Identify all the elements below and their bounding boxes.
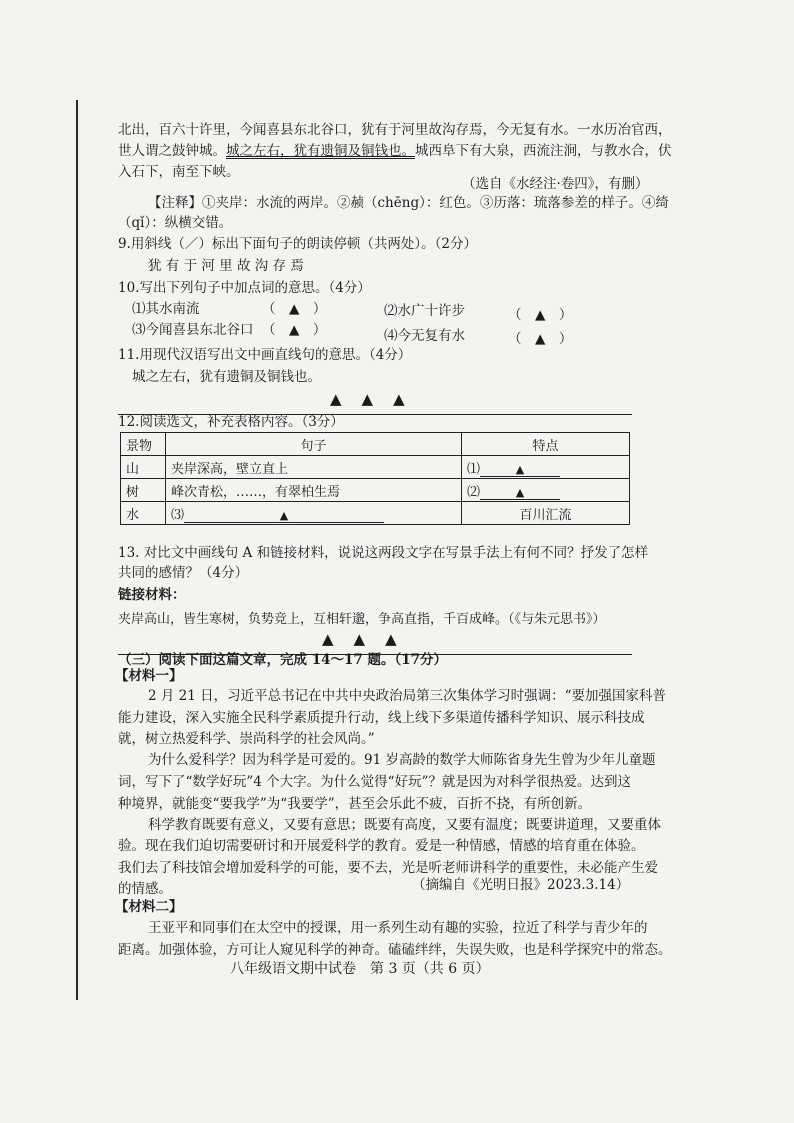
paragraph-line: 距离。加强体验，方可让人窥见科学的神奇。磕磕绊绊，失误失败，也是科学探究中的常态。 xyxy=(118,942,672,958)
question-10: 10.写出下列句子中加点词的意思。（4分） xyxy=(118,280,371,296)
question-11: 11.用现代汉语写出文中画直线句的意思。（4分） xyxy=(118,347,412,363)
blank-number: ⑶ xyxy=(171,507,185,523)
material-1-label: 【材料一】 xyxy=(115,668,183,684)
question-9: 9.用斜线（／）标出下面句子的朗读停顿（共两处）。（2分） xyxy=(118,236,477,252)
cell-sentence: 夹岸深高，壁立直上 xyxy=(166,456,462,479)
blank-number: ⑵ xyxy=(467,484,481,500)
passage-line-1: 北出，百六十许里，今闻喜县东北谷口，犹有于河里故沟存焉，今无复有水。一水历冶官西， xyxy=(118,122,672,138)
underlined-sentence: 城之左右，犹有遗铜及铜钱也。 xyxy=(226,143,415,159)
section-3-title: （三）阅读下面这篇文章，完成 14～17 题。（17分） xyxy=(118,652,448,668)
passage-text: 世人谓之鼓钟城。 xyxy=(118,143,226,159)
page-footer: 八年级语文期中试卷 第 3 页（共 6 页） xyxy=(230,961,490,977)
question-12: 12.阅读选文，补充表格内容。（3分） xyxy=(118,414,344,430)
q12-table xyxy=(120,432,630,525)
paragraph-line: 验。现在我们迫切需要研讨和开展爱科学的教育。爱是一种情感，情感的培育重在体验。 xyxy=(118,838,645,854)
q10-item-2: ⑵水广十许步 xyxy=(384,303,465,319)
paragraph-line: 词，写下了“数学好玩”4 个大字。为什么觉得“好玩”？就是因为对科学很热爱。达到这 xyxy=(118,774,631,790)
cell-scene: 树 xyxy=(121,479,166,502)
cell-feature: 百川汇流 xyxy=(462,502,630,525)
material-1-source: （摘编自《光明日报》2023.3.14） xyxy=(412,877,630,893)
note-line-1: 【注释】①夹岸：水流的两岸。②赪（chēng）：红色。③历落：琉落参差的样子。④绮 xyxy=(148,195,669,211)
paragraph-line: 的情感。 xyxy=(118,881,172,897)
paragraph-line: 为什么爱科学？因为科学是可爱的。91 岁高龄的数学大师陈省身先生曾为少年儿童题 xyxy=(148,752,656,768)
cell-feature[interactable] xyxy=(462,456,630,479)
answer-blank[interactable]: ▲ xyxy=(184,509,384,523)
q10-answer-3[interactable]: （ ▲ ） xyxy=(262,322,327,338)
paragraph-line: 科学教育既要有意义，又要有意思；既要有高度，又要有温度；既要讲道理，又要重体 xyxy=(148,817,661,833)
table-header-row xyxy=(121,433,630,456)
paragraph-line: 2 月 21 日，习近平总书记在中共中央政治局第三次集体学习时强调：“要加强国家科普 xyxy=(148,688,667,704)
header-sentence: 句子 xyxy=(166,433,462,456)
answer-blank[interactable]: ▲ xyxy=(480,486,560,500)
question-13-line-1: 13. 对比文中画线句 A 和链接材料，说说这两段文字在写景手法上有何不同？抒发了怎样 xyxy=(118,545,649,561)
paragraph-line: 能力建设，深入实施全民科学素质提升行动，线上线下多渠道传播科学知识、展示科技成 xyxy=(118,710,645,726)
q10-answer-4[interactable]: （ ▲ ） xyxy=(508,331,573,347)
paragraph-line: 就，树立热爱科学、崇尚科学的社会风尚。” xyxy=(118,731,375,747)
paragraph-line: 种境界，就能变“要我学”为“我要学”，甚至会乐此不疲，百折不挠，有所创新。 xyxy=(118,796,592,812)
paragraph-line: 王亚平和同事们在太空中的授课，用一系列生动有趣的实验，拉近了科学与青少年的 xyxy=(148,920,648,936)
q10-item-3: ⑶今闻喜县东北谷口 xyxy=(132,322,254,338)
table-row xyxy=(121,456,630,479)
paragraph-line: 我们去了科技馆会增加爱科学的可能，要不去，光是听老师讲科学的重要性，未必能产生爱 xyxy=(118,860,658,876)
answer-area-marker[interactable]: ▲▲▲ xyxy=(322,630,417,648)
table-row xyxy=(121,479,630,502)
header-scene: 景物 xyxy=(121,433,166,456)
passage-line-2 xyxy=(118,141,672,161)
q10-item-1: ⑴其水南流 xyxy=(132,301,200,317)
note-line-2: （qǐ）：纵横交错。 xyxy=(118,215,233,231)
blank-number: ⑴ xyxy=(467,461,481,477)
cell-feature[interactable] xyxy=(462,479,630,502)
q10-item-4: ⑷今无复有水 xyxy=(384,328,465,344)
cell-sentence[interactable] xyxy=(166,502,462,525)
passage-text: 城西阜下有大泉，西流注涧，与教水合，伏 xyxy=(415,143,672,159)
answer-blank[interactable]: ▲ xyxy=(480,463,560,477)
q10-answer-2[interactable]: （ ▲ ） xyxy=(508,307,573,323)
margin-binding-line xyxy=(76,100,78,1000)
passage-source: （选自《水经注·卷四》，有删） xyxy=(462,176,649,192)
cell-scene: 山 xyxy=(121,456,166,479)
question-9-sentence: 犹 有 于 河 里 故 沟 存 焉 xyxy=(148,258,304,274)
cell-sentence: 峰次青松，……，有翠柏生焉 xyxy=(166,479,462,502)
link-material-label: 链接材料： xyxy=(118,587,186,603)
material-2-label: 【材料二】 xyxy=(115,899,183,915)
cell-scene: 水 xyxy=(121,502,166,525)
question-13-line-2: 共同的感情？（4分） xyxy=(118,565,249,581)
link-material-text: 夹岸高山，皆生寒树，负势竞上，互相轩邈，争高直指，千百成峰。（《与朱元思书》） xyxy=(118,612,606,627)
answer-area-marker[interactable]: ▲▲▲ xyxy=(330,390,425,408)
q10-answer-1[interactable]: （ ▲ ） xyxy=(262,301,327,317)
question-11-sentence: 城之左右，犹有遗铜及铜钱也。 xyxy=(132,369,321,385)
header-feature: 特点 xyxy=(462,433,630,456)
passage-line-3: 入石下，南至下峡。 xyxy=(118,164,240,180)
table-row xyxy=(121,502,630,525)
